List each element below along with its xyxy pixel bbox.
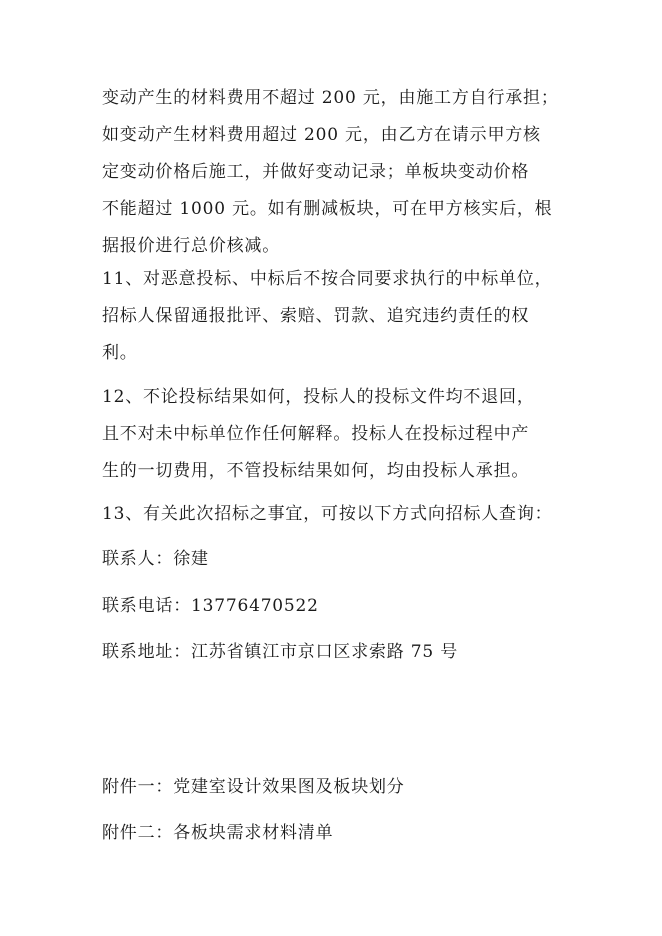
text-line: 利。 — [102, 343, 138, 363]
paragraph-item-11 — [102, 265, 564, 368]
paragraph-item-12 — [102, 383, 564, 486]
text-line: 如变动产生材料费用超过 200 元，由乙方在请示甲方核 — [102, 125, 541, 145]
text-line: 定变动价格后施工，并做好变动记录；单板块变动价格 — [102, 162, 530, 182]
contact-phone — [102, 592, 564, 621]
text-line: 变动产生的材料费用不超过 200 元，由施工方自行承担； — [102, 88, 559, 108]
attachment-two — [102, 819, 564, 848]
text-line: 11、对恶意投标、中标后不按合同要求执行的中标单位， — [102, 269, 553, 289]
attachment-one — [102, 773, 564, 802]
text-line: 生的一切费用，不管投标结果如何，均由投标人承担。 — [102, 461, 530, 481]
text-line: 13、有关此次招标之事宜，可按以下方式向招标人查询： — [102, 504, 553, 524]
text-line: 招标人保留通报批评、索赔、罚款、追究违约责任的权 — [102, 306, 530, 326]
contact-person-text: 联系人：徐建 — [102, 549, 209, 569]
contact-address-text: 联系地址：江苏省镇江市京口区求索路 75 号 — [102, 642, 459, 662]
attachment-two-text: 附件二：各板块需求材料清单 — [102, 823, 334, 843]
attachment-one-text: 附件一：党建室设计效果图及板块划分 — [102, 777, 405, 797]
text-line: 不能超过 1000 元。如有删减板块，可在甲方核实后，根 — [102, 199, 553, 219]
text-line: 据报价进行总价核减。 — [102, 236, 280, 256]
contact-person — [102, 545, 564, 574]
text-line: 12、不论投标结果如何，投标人的投标文件均不退回， — [102, 387, 535, 407]
paragraph-price-change — [102, 84, 564, 261]
text-line: 且不对未中标单位作任何解释。投标人在投标过程中产 — [102, 424, 530, 444]
contact-phone-text: 联系电话：13776470522 — [102, 596, 319, 616]
contact-address — [102, 638, 564, 667]
paragraph-item-13 — [102, 500, 564, 529]
